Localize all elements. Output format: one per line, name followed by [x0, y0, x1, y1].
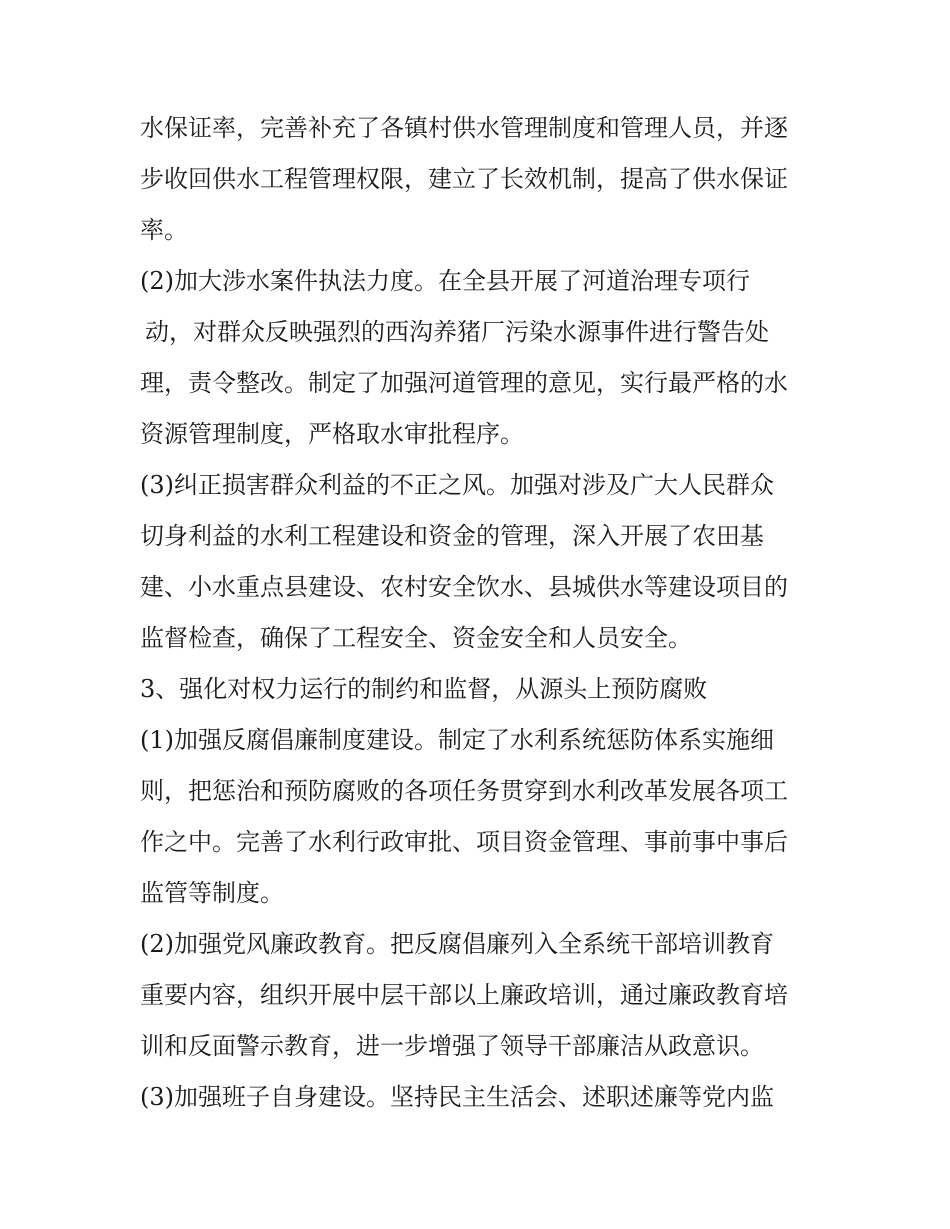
text-line: (2)加强党风廉政教育。把反腐倡廉列入全系统干部培训教育: [140, 930, 774, 958]
text-line: 则，把惩治和预防腐败的各项任务贯穿到水利改革发展各项工: [140, 777, 788, 805]
text-line: (3)加强班子自身建设。坚持民主生活会、述职述廉等党内监: [140, 1083, 774, 1111]
text-line: 资源管理制度，严格取水审批程序。: [140, 420, 524, 448]
text-line: 重要内容，组织开展中层干部以上廉政培训，通过廉政教育培: [140, 981, 788, 1009]
text-line: (2)加大涉水案件执法力度。在全县开展了河道治理专项行: [140, 267, 750, 295]
text-line: 水保证率，完善补充了各镇村供水管理制度和管理人员，并逐: [140, 114, 788, 142]
text-line: 步收回供水工程管理权限，建立了长效机制，提高了供水保证: [140, 165, 788, 193]
text-line: 建、小水重点县建设、农村安全饮水、县城供水等建设项目的: [140, 573, 788, 601]
text-line: 训和反面警示教育，进一步增强了领导干部廉洁从政意识。: [140, 1032, 764, 1060]
text-line: 率。: [140, 216, 188, 244]
text-line: 作之中。完善了水利行政审批、项目资金管理、事前事中事后: [140, 828, 788, 856]
text-line: 理，责令整改。制定了加强河道管理的意见，实行最严格的水: [140, 369, 788, 397]
text-line: (1)加强反腐倡廉制度建设。制定了水利系统惩防体系实施细: [140, 726, 774, 754]
section-heading: 3、强化对权力运行的制约和监督，从源头上预防腐败: [140, 675, 708, 703]
text-line: (3)纠正损害群众利益的不正之风。加强对涉及广大人民群众: [140, 471, 774, 499]
text-line: 监督检查，确保了工程安全、资金安全和人员安全。: [140, 624, 692, 652]
text-line: 监管等制度。: [140, 879, 284, 907]
text-line: 切身利益的水利工程建设和资金的管理，深入开展了农田基: [140, 522, 764, 550]
text-line: 动，对群众反映强烈的西沟养猪厂污染水源事件进行警告处: [145, 318, 769, 346]
